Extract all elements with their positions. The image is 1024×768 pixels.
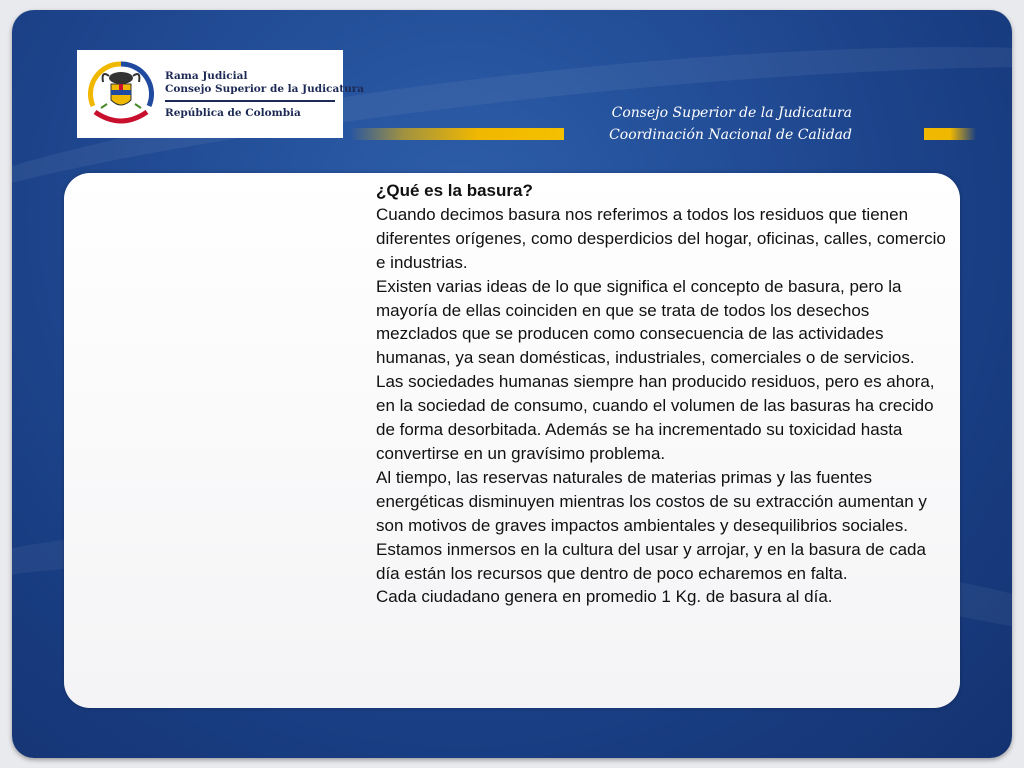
header-line-coordinacion: Coordinación Nacional de Calidad <box>609 127 852 143</box>
coat-of-arms-icon <box>81 56 161 132</box>
gold-stripe-left <box>350 128 564 140</box>
header-title-block <box>572 102 852 146</box>
institution-logo <box>77 50 365 138</box>
paragraph-1: Cuando decimos basura nos referimos a todos los residuos que tienen diferentes orígenes, como desperdicios del hogar, oficinas, calles, comercio e industrias. <box>376 204 946 272</box>
paragraph-2: Existen varias ideas de lo que significa el concepto de basura, pero la mayoría de ellas coinciden en que se trata de todos los desechos mezclados que se producen como consecuencia de las actividades humanas, ya sean domésticas, industriales, comerciales o de servicios. <box>376 276 915 368</box>
paragraph-5: Cada ciudadano genera en promedio 1 Kg. de basura al día. <box>376 587 833 607</box>
content-panel <box>64 173 960 708</box>
header-line-consejo: Consejo Superior de la Judicatura <box>611 105 852 121</box>
body-text <box>376 179 946 609</box>
logo-line-rama: Rama Judicial <box>165 70 248 82</box>
slide-background <box>12 10 1012 758</box>
question-heading: ¿Qué es la basura? <box>376 181 533 200</box>
logo-line-consejo: Consejo Superior de la Judicatura <box>165 83 365 95</box>
paragraph-3: Las sociedades humanas siempre han producido residuos, pero es ahora, en la sociedad de consumo, cuando el volumen de las basuras ha crecido de forma desorbitada. Además se ha incrementado su toxicidad hasta convertirse en un gravísimo problema. <box>376 372 935 463</box>
logo-text-block <box>165 70 365 119</box>
logo-line-republica: República de Colombia <box>165 107 301 119</box>
paragraph-4: Al tiempo, las reservas naturales de materias primas y las fuentes energéticas disminuyen mientras los costos de su extracción aumentan y son motivos de graves impactos ambientales y desequilibrios sociales. Estamos inmersos en la cultura del usar y arrojar, y en la basura de cada día están los recursos que dentro de poco echaremos en falta. <box>376 467 927 583</box>
gold-stripe-right <box>924 128 976 140</box>
logo-divider <box>165 100 335 102</box>
